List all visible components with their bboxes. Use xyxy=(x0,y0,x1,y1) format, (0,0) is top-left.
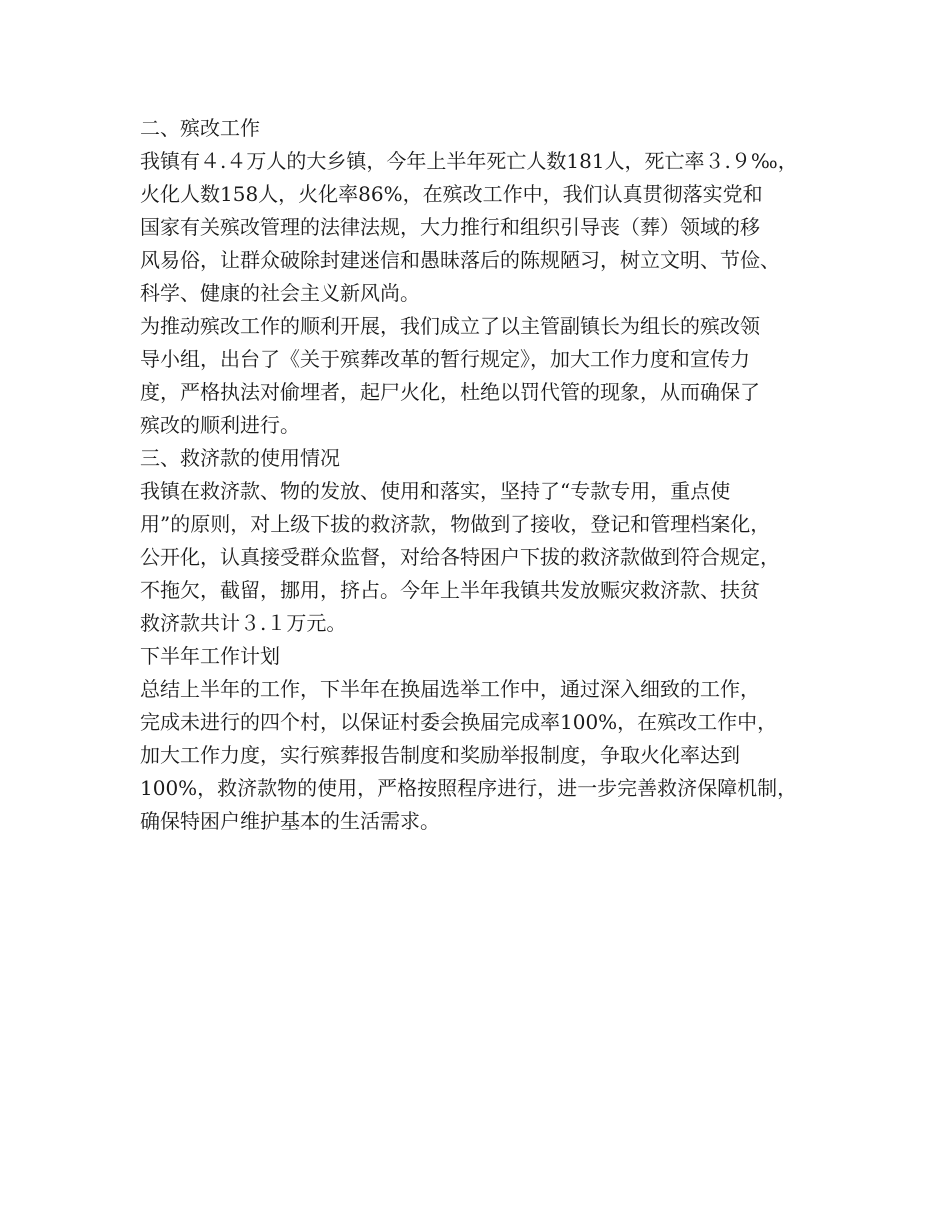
text-line: 用”的原则，对上级下拔的救济款，物做到了接收，登记和管理档案化， xyxy=(140,512,771,536)
text-line: 公开化，认真接受群众监督，对给各特困户下拔的救济款做到符合规定， xyxy=(140,545,780,569)
text-line: 总结上半年的工作，下半年在换届选举工作中，通过深入细致的工作， xyxy=(140,677,760,701)
text-line: 不拖欠，截留，挪用，挤占。今年上半年我镇共发放赈灾救济款、扶贫 xyxy=(140,578,760,602)
text-line: 风易俗，让群众破除封建迷信和愚昧落后的陈规陋习，树立文明、节俭、 xyxy=(140,248,780,272)
text-line: 火化人数158人，火化率86%，在殡改工作中，我们认真贯彻落实党和 xyxy=(140,182,763,206)
paragraph-second-half-plan xyxy=(140,673,830,838)
text-line: 导小组，出台了《关于殡葬改革的暂行规定》，加大工作力度和宣传力 xyxy=(140,347,750,371)
text-line: 我镇在救济款、物的发放、使用和落实，坚持了“专款专用，重点使 xyxy=(140,479,731,503)
text-line: 为推动殡改工作的顺利开展，我们成立了以主管副镇长为组长的殡改领 xyxy=(140,314,760,338)
document-body xyxy=(140,112,830,838)
paragraph-funeral-measures xyxy=(140,310,830,442)
section-heading-second-half-plan: 下半年工作计划 xyxy=(140,644,280,668)
text-line: 我镇有４.４万人的大乡镇，今年上半年死亡人数181人，死亡率３.９‰， xyxy=(140,149,798,173)
text-line: 100%，救济款物的使用，严格按照程序进行，进一步完善救济保障机制， xyxy=(140,776,798,800)
text-line: 殡改的顺利进行。 xyxy=(140,413,300,437)
section-heading-funeral-reform: 二、殡改工作 xyxy=(140,116,260,140)
text-line: 加大工作力度，实行殡葬报告制度和奖励举报制度，争取火化率达到 xyxy=(140,743,740,767)
text-line: 国家有关殡改管理的法律法规，大力推行和组织引导丧（葬）领域的移 xyxy=(140,215,760,239)
section-heading-relief-funds: 三、救济款的使用情况 xyxy=(140,446,340,470)
paragraph-relief-funds xyxy=(140,475,830,640)
text-line: 救济款共计３.１万元。 xyxy=(140,611,347,635)
paragraph-funeral-stats xyxy=(140,145,830,310)
text-line: 完成未进行的四个村，以保证村委会换届完成率100%，在殡改工作中， xyxy=(140,710,778,734)
text-line: 科学、健康的社会主义新风尚。 xyxy=(140,281,420,305)
text-line: 确保特困户维护基本的生活需求。 xyxy=(140,809,440,833)
text-line: 度，严格执法对偷埋者，起尸火化，杜绝以罚代管的现象，从而确保了 xyxy=(140,380,760,404)
